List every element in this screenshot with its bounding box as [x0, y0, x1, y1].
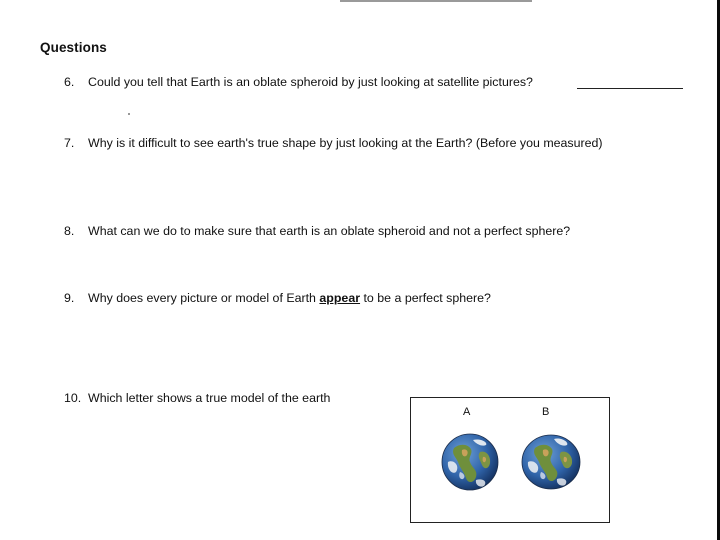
section-heading: Questions [40, 40, 107, 55]
question-text-end: to be a perfect sphere? [360, 291, 491, 305]
answer-blank[interactable] [577, 88, 683, 89]
question-text: Which letter shows a true model of the earth [88, 391, 331, 405]
question-number: 9. [64, 291, 75, 305]
question-number: 6. [64, 75, 75, 89]
earth-globe-icon[interactable] [440, 432, 500, 492]
question-6 [64, 75, 533, 89]
question-7 [64, 136, 603, 150]
question-10 [64, 391, 330, 405]
question-number: 7. [64, 136, 75, 150]
emphasized-word: appear [319, 291, 361, 305]
question-text: Why is it difficult to see earth's true shape by just looking at the Earth? (Before you measured) [88, 136, 603, 150]
question-text: What can we do to make sure that earth is an oblate spheroid and not a perfect sphere? [88, 224, 571, 238]
scan-speck [128, 113, 130, 115]
question-9 [64, 291, 491, 305]
question-text: Why does every picture or model of Earth [88, 291, 320, 305]
earth-models-figure [410, 397, 610, 523]
question-number: 8. [64, 224, 75, 238]
top-rule [340, 0, 532, 2]
label-a: A [463, 406, 471, 418]
question-text: Could you tell that Earth is an oblate spheroid by just looking at satellite pictures? [88, 75, 533, 89]
question-8 [64, 224, 570, 238]
question-number: 10. [64, 391, 82, 405]
label-b: B [542, 406, 550, 418]
earth-globe-icon[interactable] [520, 433, 582, 491]
